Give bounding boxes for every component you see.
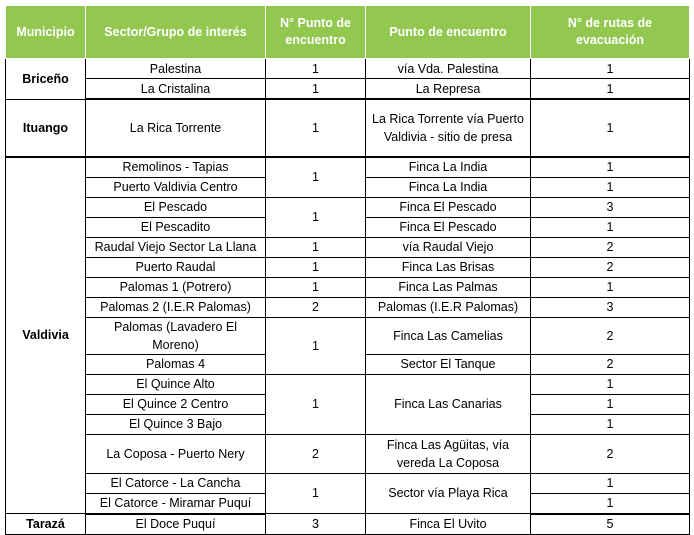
header-n-punto: N° Punto de encuentro [266,6,366,59]
rutas-cell: 1 [531,493,690,514]
n-punto-cell: 2 [266,434,366,473]
sector-cell: El Doce Puquí [86,514,266,535]
rutas-cell: 1 [531,473,690,493]
n-punto-cell: 1 [266,197,366,237]
punto-cell: Finca Las Brisas [366,257,531,277]
header-municipio: Municipio [6,6,86,59]
n-punto-cell: 1 [266,473,366,514]
n-punto-cell: 3 [266,514,366,535]
sector-cell: El Catorce - Miramar Puquí [86,493,266,514]
sector-cell: La Rica Torrente [86,99,266,157]
sector-cell: Palomas 4 [86,354,266,374]
sector-cell: Palomas 1 (Potrero) [86,277,266,297]
rutas-cell: 5 [531,514,690,535]
table-row [6,157,690,178]
rutas-cell: 1 [531,177,690,197]
rutas-cell: 1 [531,79,690,100]
n-punto-cell: 1 [266,317,366,374]
punto-cell: vía Raudal Viejo [366,237,531,257]
punto-cell: Finca Las Camelias [366,317,531,354]
sector-cell: La Coposa - Puerto Nery [86,434,266,473]
punto-cell: Finca La India [366,157,531,178]
punto-cell: Sector El Tanque [366,354,531,374]
table-row [6,434,690,473]
table-row [6,514,690,535]
table-row [6,317,690,354]
rutas-cell: 2 [531,317,690,354]
n-punto-cell: 2 [266,297,366,317]
table-row [6,473,690,493]
punto-cell: Finca Las Agüitas, vía vereda La Coposa [366,434,531,473]
punto-cell: Sector vía Playa Rica [366,473,531,514]
sector-cell: El Quince 3 Bajo [86,414,266,434]
punto-cell: Finca La India [366,177,531,197]
rutas-cell: 1 [531,217,690,237]
sector-cell: El Quince 2 Centro [86,394,266,414]
table-row [6,257,690,277]
municipio-cell: Valdivia [6,157,86,514]
rutas-cell: 2 [531,257,690,277]
n-punto-cell: 1 [266,257,366,277]
rutas-cell: 1 [531,157,690,178]
rutas-cell: 1 [531,99,690,157]
municipio-cell: Tarazá [6,514,86,535]
municipio-cell: Ituango [6,99,86,157]
sector-cell: Puerto Valdivia Centro [86,177,266,197]
n-punto-cell: 1 [266,374,366,434]
sector-cell: El Quince Alto [86,374,266,394]
rutas-cell: 3 [531,297,690,317]
sector-cell: El Catorce - La Cancha [86,473,266,493]
n-punto-cell: 1 [266,237,366,257]
n-punto-cell: 1 [266,157,366,198]
rutas-cell: 1 [531,374,690,394]
rutas-cell: 1 [531,414,690,434]
punto-cell: La Represa [366,79,531,100]
punto-cell: Finca El Pescado [366,197,531,217]
rutas-cell: 3 [531,197,690,217]
punto-cell: Finca El Pescado [366,217,531,237]
sector-cell: Remolinos - Tapias [86,157,266,178]
n-punto-cell: 1 [266,277,366,297]
municipio-cell: Briceño [6,59,86,100]
sector-cell: Raudal Viejo Sector La Llana [86,237,266,257]
rutas-cell: 2 [531,354,690,374]
sector-cell: Palomas (Lavadero El Moreno) [86,317,266,354]
table-row [6,59,690,79]
header-n-rutas: N° de rutas de evacuación [531,6,690,59]
header-row [6,6,690,59]
table-row [6,99,690,157]
n-punto-cell: 1 [266,59,366,79]
sector-cell: El Pescado [86,197,266,217]
table-row [6,79,690,100]
rutas-cell: 1 [531,394,690,414]
table-row [6,374,690,394]
sector-cell: La Cristalina [86,79,266,100]
punto-cell: Finca Las Palmas [366,277,531,297]
table-row [6,237,690,257]
rutas-cell: 1 [531,277,690,297]
punto-cell: Finca El Uvito [366,514,531,535]
sector-cell: Palestina [86,59,266,79]
table-row [6,197,690,217]
table-row [6,297,690,317]
rutas-cell: 2 [531,434,690,473]
punto-cell: Palomas (I.E.R Palomas) [366,297,531,317]
header-sector: Sector/Grupo de interés [86,6,266,59]
header-punto: Punto de encuentro [366,6,531,59]
n-punto-cell: 1 [266,99,366,157]
punto-cell: La Rica Torrente vía Puerto Valdivia - sitio de presa [366,99,531,157]
rutas-cell: 2 [531,237,690,257]
rutas-cell: 1 [531,59,690,79]
n-punto-cell: 1 [266,79,366,100]
table-row [6,277,690,297]
evacuation-table [5,5,690,535]
sector-cell: Puerto Raudal [86,257,266,277]
sector-cell: El Pescadito [86,217,266,237]
sector-cell: Palomas 2 (I.E.R Palomas) [86,297,266,317]
punto-cell: Finca Las Canarias [366,374,531,434]
punto-cell: vía Vda. Palestina [366,59,531,79]
